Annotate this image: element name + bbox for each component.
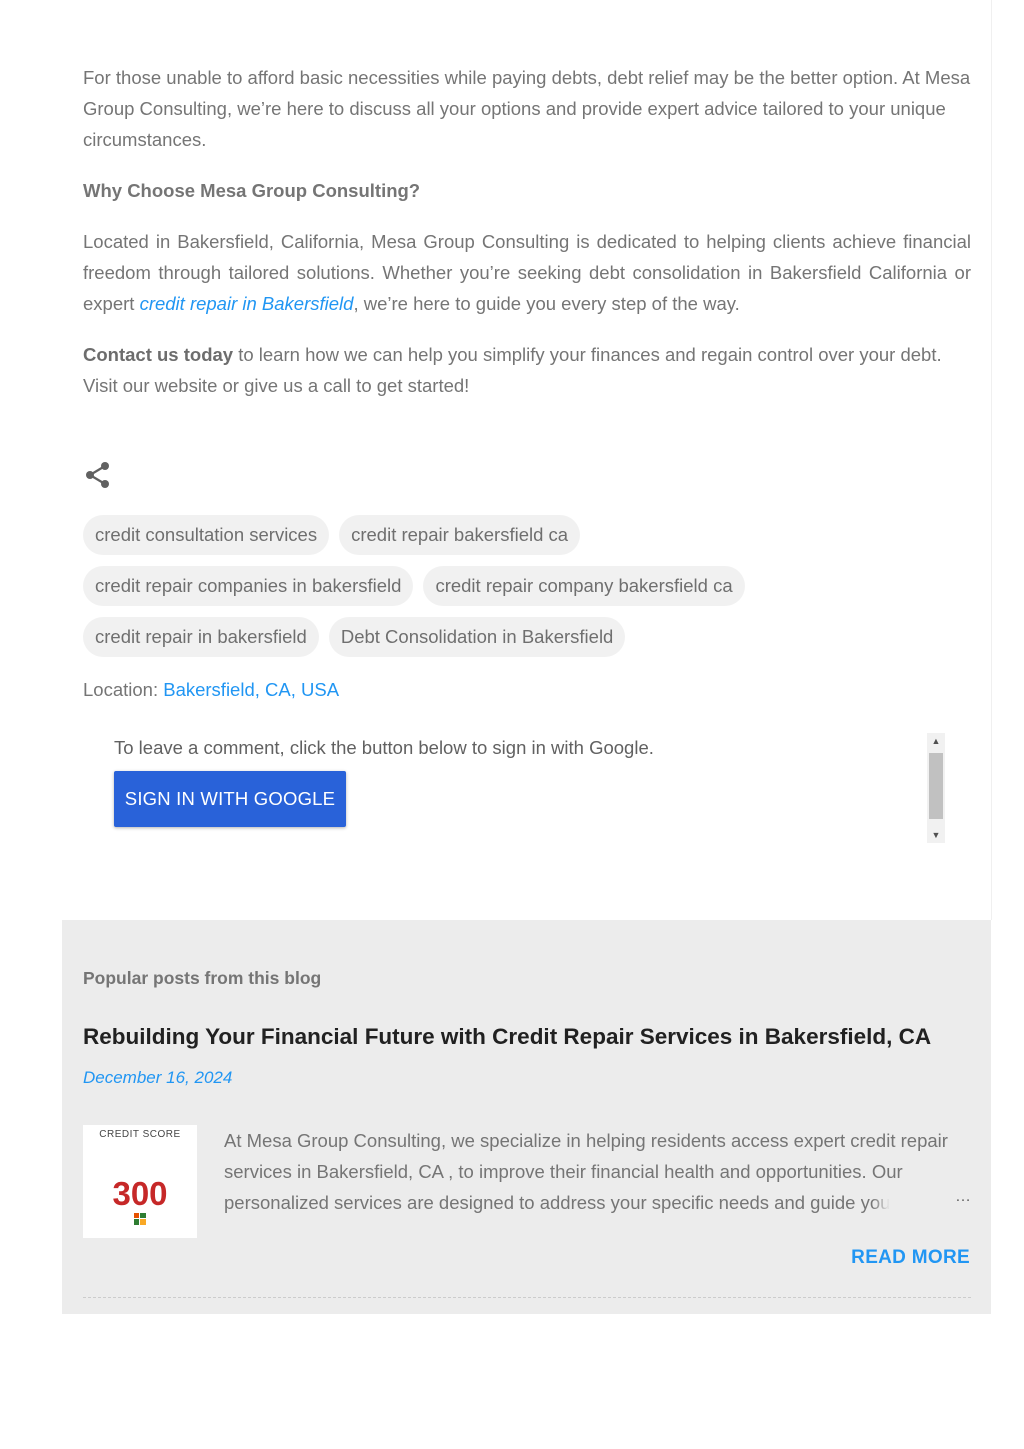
comment-scrollbar[interactable] bbox=[927, 733, 945, 843]
sign-in-with-google-button[interactable]: SIGN IN WITH GOOGLE bbox=[114, 771, 346, 827]
scrollbar-thumb[interactable] bbox=[929, 753, 943, 819]
post-body bbox=[83, 62, 971, 421]
label-chip[interactable]: credit repair company bakersfield ca bbox=[423, 566, 744, 606]
paragraph-about-tail: , we’re here to guide you every step of the way. bbox=[353, 293, 740, 314]
paragraph-debt-relief: For those unable to afford basic necessities while paying debts, debt relief may be the better option. At Mesa Group Consulting, we’re here to discuss all your options and provide expert advice tailored to your unique circumstances. bbox=[83, 67, 971, 150]
comment-frame bbox=[114, 733, 945, 843]
popular-post-snippet bbox=[224, 1125, 964, 1218]
popular-post-thumbnail[interactable] bbox=[83, 1125, 197, 1238]
popular-post-title[interactable]: Rebuilding Your Financial Future with Credit Repair Services in Bakersfield, CA bbox=[83, 1024, 932, 1049]
post-labels bbox=[83, 515, 983, 668]
credit-repair-link[interactable]: credit repair in Bakersfield bbox=[139, 293, 354, 314]
label-chip[interactable]: credit repair companies in bakersfield bbox=[83, 566, 413, 606]
section-heading: Why Choose Mesa Group Consulting? bbox=[83, 180, 421, 201]
scroll-down-arrow-icon[interactable]: ▼ bbox=[931, 830, 941, 840]
label-chip[interactable]: credit repair in bakersfield bbox=[83, 617, 319, 657]
post-location bbox=[83, 676, 339, 704]
location-prefix: Location: bbox=[83, 679, 159, 700]
popular-post-date[interactable]: December 16, 2024 bbox=[83, 1068, 233, 1087]
paragraph-about bbox=[83, 226, 971, 319]
paragraph-about-text: Located in Bakersfield, California, Mesa Group Consulting is dedicated to helping clients achieve financial freedom through tailored solutions. Whether you’re seeking debt consolidation in Bakersfield California or expert bbox=[83, 231, 971, 314]
post-divider bbox=[83, 1297, 971, 1298]
popular-posts-heading: Popular posts from this blog bbox=[83, 968, 322, 988]
contact-us-bold: Contact us today bbox=[83, 344, 234, 365]
label-chip[interactable]: Debt Consolidation in Bakersfield bbox=[329, 617, 626, 657]
popular-posts-section bbox=[62, 920, 991, 1314]
label-chip[interactable]: credit repair bakersfield ca bbox=[339, 515, 580, 555]
label-row bbox=[83, 515, 983, 555]
thumbnail-caption: CREDIT SCORE bbox=[99, 1129, 181, 1140]
label-row bbox=[83, 566, 983, 606]
location-link[interactable]: Bakersfield, CA, USA bbox=[163, 679, 340, 700]
snippet-ellipsis[interactable]: … bbox=[955, 1188, 971, 1205]
comment-prompt: To leave a comment, click the button below to sign in with Google. bbox=[114, 737, 654, 758]
snippet-text: At Mesa Group Consulting, we specialize in helping residents access expert credit repair services in Bakersfield, CA , to improve their financial health and opportunities. Our personalized services are designed to address your specific needs and guide bbox=[224, 1130, 948, 1213]
scroll-up-arrow-icon[interactable]: ▲ bbox=[931, 736, 941, 746]
label-chip[interactable]: credit consultation services bbox=[83, 515, 329, 555]
thumbnail-score: 300 bbox=[112, 1175, 168, 1212]
label-row bbox=[83, 617, 983, 657]
paragraph-contact bbox=[83, 339, 971, 401]
read-more-link[interactable]: READ MORE bbox=[851, 1247, 970, 1268]
thumbnail-logo-icon bbox=[134, 1213, 146, 1225]
share-icon[interactable] bbox=[84, 460, 112, 490]
snippet-faded-text: you bbox=[860, 1192, 891, 1213]
paragraph-contact-text: to learn how we can help you simplify your finances and regain control over your debt. Visit our website or give us a call to get started! bbox=[83, 344, 942, 396]
